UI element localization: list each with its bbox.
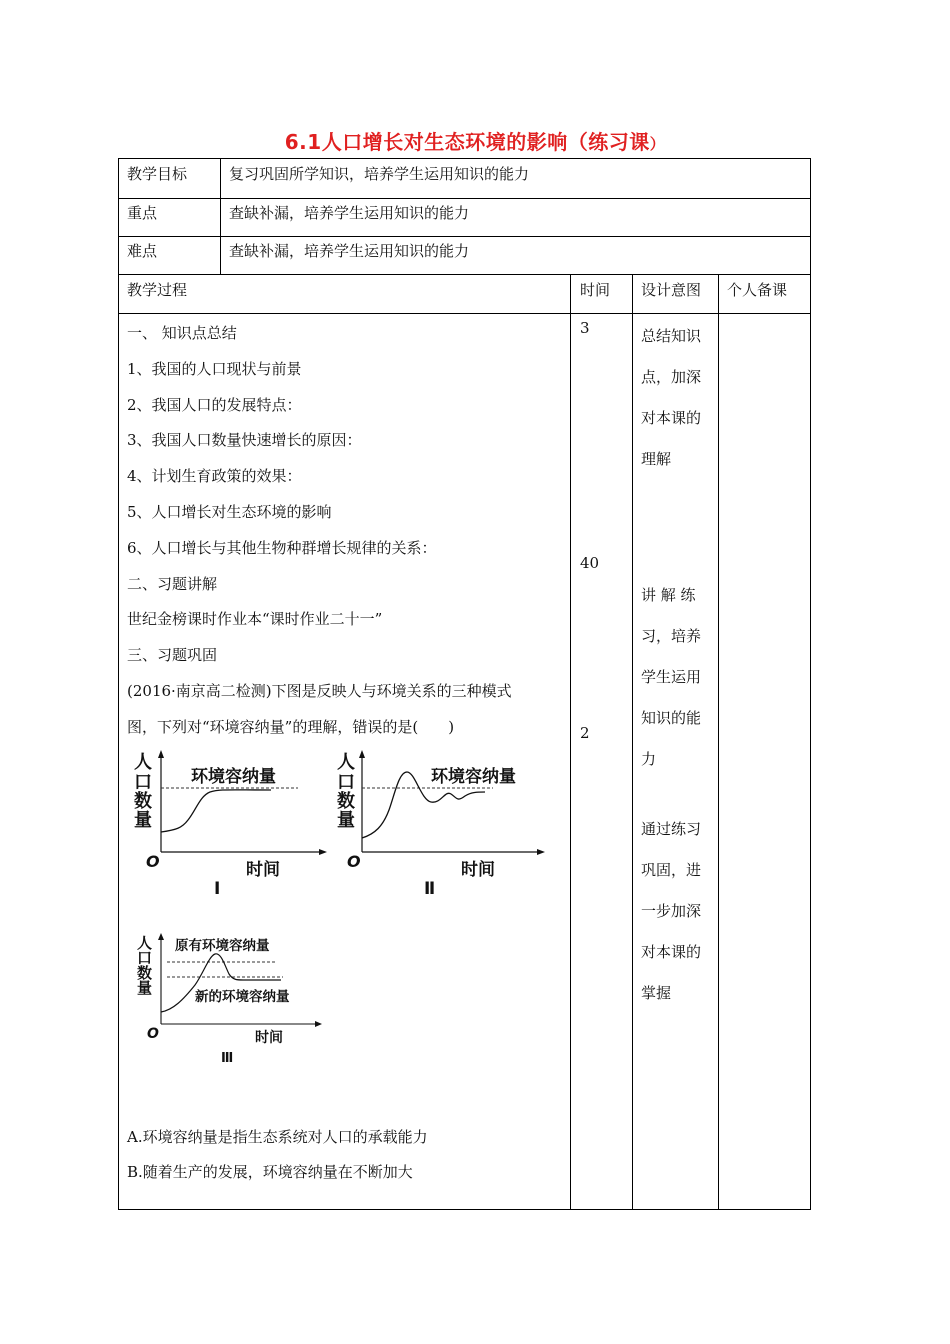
table-border-left <box>118 158 119 1210</box>
process-line: 5、人口增长对生态环境的影响 <box>127 502 332 521</box>
time-value: 2 <box>580 724 590 742</box>
graph-2-numeral: Ⅱ <box>424 879 436 899</box>
graph-1-y-label-char: 口 <box>134 772 152 793</box>
process-line: 3、我国人口数量快速增长的原因： <box>127 431 362 450</box>
graph-2-y-label-char: 数 <box>337 791 355 812</box>
process-line: (2016·南京高二检测)下图是反映人与环境关系的三种模式 <box>127 681 512 700</box>
graph-3-y-label-char: 数 <box>137 964 153 982</box>
time-header: 时间 <box>580 281 611 299</box>
graph-3-origin: O <box>147 1026 159 1042</box>
graph-2-y-arrow <box>359 750 365 758</box>
graph-1-y-label-char: 人 <box>134 752 152 773</box>
table-border-top <box>118 158 811 159</box>
graph-3-numeral: Ⅲ <box>221 1051 234 1066</box>
intent-line: 通过练习 <box>641 820 702 838</box>
intent-block <box>641 809 701 1014</box>
goal-value: 复习巩固所学知识，培养学生运用知识的能力 <box>229 165 530 183</box>
table-border-right <box>810 158 811 1210</box>
graph-3-x-label: 时间 <box>255 1030 283 1046</box>
intent-line: 对本课的 <box>641 943 702 961</box>
intent-line: 理解 <box>641 450 672 468</box>
intent-block <box>641 575 701 780</box>
graph-2-y-label-char: 人 <box>337 752 355 773</box>
table-rule <box>118 313 811 314</box>
table-rule <box>118 236 811 237</box>
intent-block <box>641 316 701 480</box>
process-line: 图，下列对“环境容纳量”的理解，错误的是( ) <box>127 717 455 736</box>
graph-3 <box>133 930 333 1070</box>
intent-line: 对本课的 <box>641 409 702 427</box>
page-title: 6.1人口增长对生态环境的影响（练习课） <box>284 130 666 154</box>
intent-line: 讲 解 练 <box>641 586 696 604</box>
graph-1-capacity-label: 环境容纳量 <box>191 767 276 787</box>
table-rule <box>118 198 811 199</box>
graph-1-numeral: Ⅰ <box>214 879 221 899</box>
graph-1-curve <box>161 790 271 832</box>
graph-2-capacity-label: 环境容纳量 <box>431 767 516 787</box>
difficulty-value: 查缺补漏，培养学生运用知识的能力 <box>229 242 470 260</box>
table-rule-personal <box>718 274 719 1210</box>
graph-2-origin: O <box>347 852 361 871</box>
graph-1-x-arrow <box>319 849 327 855</box>
process-line: 1、我国的人口现状与前景 <box>127 359 302 378</box>
graph-3-x-arrow <box>315 1021 322 1027</box>
table-rule-intent <box>632 274 633 1210</box>
graph-2-y-label-char: 量 <box>337 810 355 831</box>
process-line: 6、人口增长与其他生物种群增长规律的关系： <box>127 538 437 557</box>
option-a: A.环境容纳量是指生态系统对人口的承载能力 <box>127 1128 428 1146</box>
table-border-bottom <box>118 1209 811 1210</box>
option-b: B.随着生产的发展，环境容纳量在不断加大 <box>127 1163 413 1181</box>
personal-header: 个人备课 <box>727 281 788 299</box>
process-line: 二、习题讲解 <box>127 574 218 593</box>
goal-label: 教学目标 <box>127 165 188 183</box>
graph-2-y-label-char: 口 <box>337 772 355 793</box>
time-value: 3 <box>580 319 590 337</box>
graph-2 <box>333 748 548 903</box>
graph-3-y-label-char: 量 <box>137 979 153 997</box>
intent-line: 掌握 <box>641 984 672 1002</box>
graph-3-y-label-char: 口 <box>137 949 153 967</box>
graph-2-x-arrow <box>537 849 545 855</box>
process-line: 三、习题巩固 <box>127 646 218 665</box>
process-content <box>127 316 512 746</box>
table-rule-time <box>570 274 571 1210</box>
intent-header: 设计意图 <box>641 281 702 299</box>
graph-3-new-capacity-label: 新的环境容纳量 <box>195 989 290 1005</box>
intent-line: 习，培养 <box>641 627 702 645</box>
process-line: 一、 知识点总结 <box>127 324 237 342</box>
graph-1-y-arrow <box>158 750 164 758</box>
process-line: 世纪金榜课时作业本“课时作业二十一” <box>127 610 383 629</box>
graph-1-y-label-char: 数 <box>134 791 152 812</box>
intent-line: 学生运用 <box>641 668 702 686</box>
intent-line: 知识的能 <box>641 709 702 727</box>
table-rule <box>118 274 811 275</box>
table-rule-label <box>220 158 221 275</box>
graph-1-y-label-char: 量 <box>134 810 152 831</box>
key-label: 重点 <box>127 204 158 222</box>
intent-line: 一步加深 <box>641 902 702 920</box>
key-value: 查缺补漏，培养学生运用知识的能力 <box>229 204 470 222</box>
process-header: 教学过程 <box>127 281 188 299</box>
process-line: 4、计划生育政策的效果： <box>127 467 302 486</box>
graph-2-x-label: 时间 <box>461 860 495 880</box>
graph-3-y-label-char: 人 <box>137 934 153 952</box>
intent-line: 巩固，进 <box>641 861 702 879</box>
intent-line: 力 <box>641 750 657 768</box>
difficulty-label: 难点 <box>127 242 158 260</box>
time-value: 40 <box>580 554 600 572</box>
intent-line: 点，加深 <box>641 368 702 386</box>
graph-3-original-capacity-label: 原有环境容纳量 <box>175 938 270 954</box>
graph-1-origin: O <box>146 852 160 871</box>
graph-1-x-label: 时间 <box>246 860 280 880</box>
graph-1 <box>128 748 328 903</box>
process-line: 2、我国人口的发展特点： <box>127 395 302 414</box>
intent-line: 总结知识 <box>641 327 702 345</box>
graph-3-y-arrow <box>158 933 164 940</box>
